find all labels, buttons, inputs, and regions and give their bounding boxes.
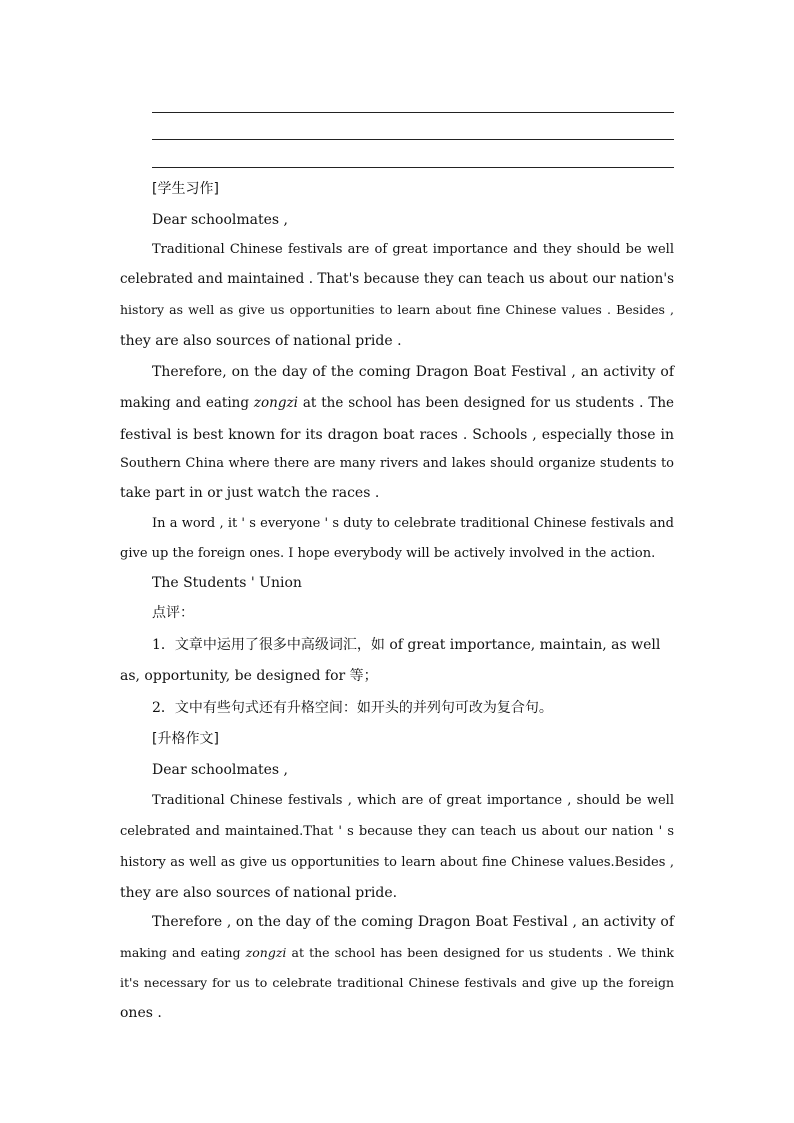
improved-essay-heading: [升格作文] [152, 731, 219, 747]
student-p2-line-3: festival is best known for its dragon boat races . Schools , especially those in [120, 427, 674, 443]
document-page [120, 0, 674, 1123]
improved-salutation: Dear schoolmates , [152, 762, 288, 778]
writing-line-1 [152, 112, 674, 113]
student-salutation: Dear schoolmates , [152, 212, 288, 228]
comment-label: 点评： [152, 605, 194, 621]
student-p2-line-4: Southern China where there are many rivers and lakes should organize students to [120, 456, 674, 471]
student-p3-line-1: In a word , it ' s everyone ' s duty to celebrate traditional Chinese festivals and [152, 516, 674, 531]
improved-p2-line-1: Therefore , on the day of the coming Dragon Boat Festival , an activity of [152, 914, 674, 930]
student-p1-line-3: history as well as give us opportunities to learn about fine Chinese values . Besides , [120, 302, 674, 317]
improved-p1-line-2: celebrated and maintained.That ' s because they can teach us about our nation ' s [120, 824, 674, 839]
student-p1-line-4: they are also sources of national pride . [120, 333, 402, 349]
zongzi-term: zongzi [245, 945, 287, 960]
student-p2-line-2: making and eating zongzi at the school has been designed for us students . The [120, 395, 675, 411]
student-p2-line-5: take part in or just watch the races . [120, 485, 380, 501]
improved-p1-line-4: they are also sources of national pride. [120, 885, 398, 901]
comment-item-1: 1．文章中运用了很多中高级词汇，如 of great importance, maintain, as well [152, 637, 661, 653]
comment-item-2: 2．文中有些句式还有升格空间：如开头的并列句可改为复合句。 [152, 700, 553, 716]
student-p2-line-1: Therefore, on the day of the coming Dragon Boat Festival , an activity of [152, 364, 674, 380]
comment-item-1-cont: as, opportunity, be designed for 等； [120, 668, 378, 684]
student-essay-heading: [学生习作] [152, 181, 219, 197]
student-p1-line-1: Traditional Chinese festivals are of great importance and they should be well [152, 242, 674, 257]
zongzi-term: zongzi [253, 395, 298, 411]
writing-line-2 [152, 139, 674, 140]
student-p3-line-2: give up the foreign ones. I hope everybody will be actively involved in the action. [120, 546, 656, 561]
improved-p1-line-3: history as well as give us opportunities to learn about fine Chinese values.Besides , [120, 855, 674, 870]
writing-line-3 [152, 167, 674, 168]
student-p1-line-2: celebrated and maintained . That's because they can teach us about our nation's [120, 271, 674, 287]
improved-p1-line-1: Traditional Chinese festivals , which are of great importance , should be well [152, 793, 674, 808]
improved-p2-line-2: making and eating zongzi at the school has been designed for us students . We think [120, 945, 674, 960]
improved-p2-line-3: it's necessary for us to celebrate traditional Chinese festivals and give up the foreign [120, 975, 674, 990]
student-signature: The Students ' Union [152, 575, 302, 591]
improved-p2-line-4: ones . [120, 1005, 162, 1021]
